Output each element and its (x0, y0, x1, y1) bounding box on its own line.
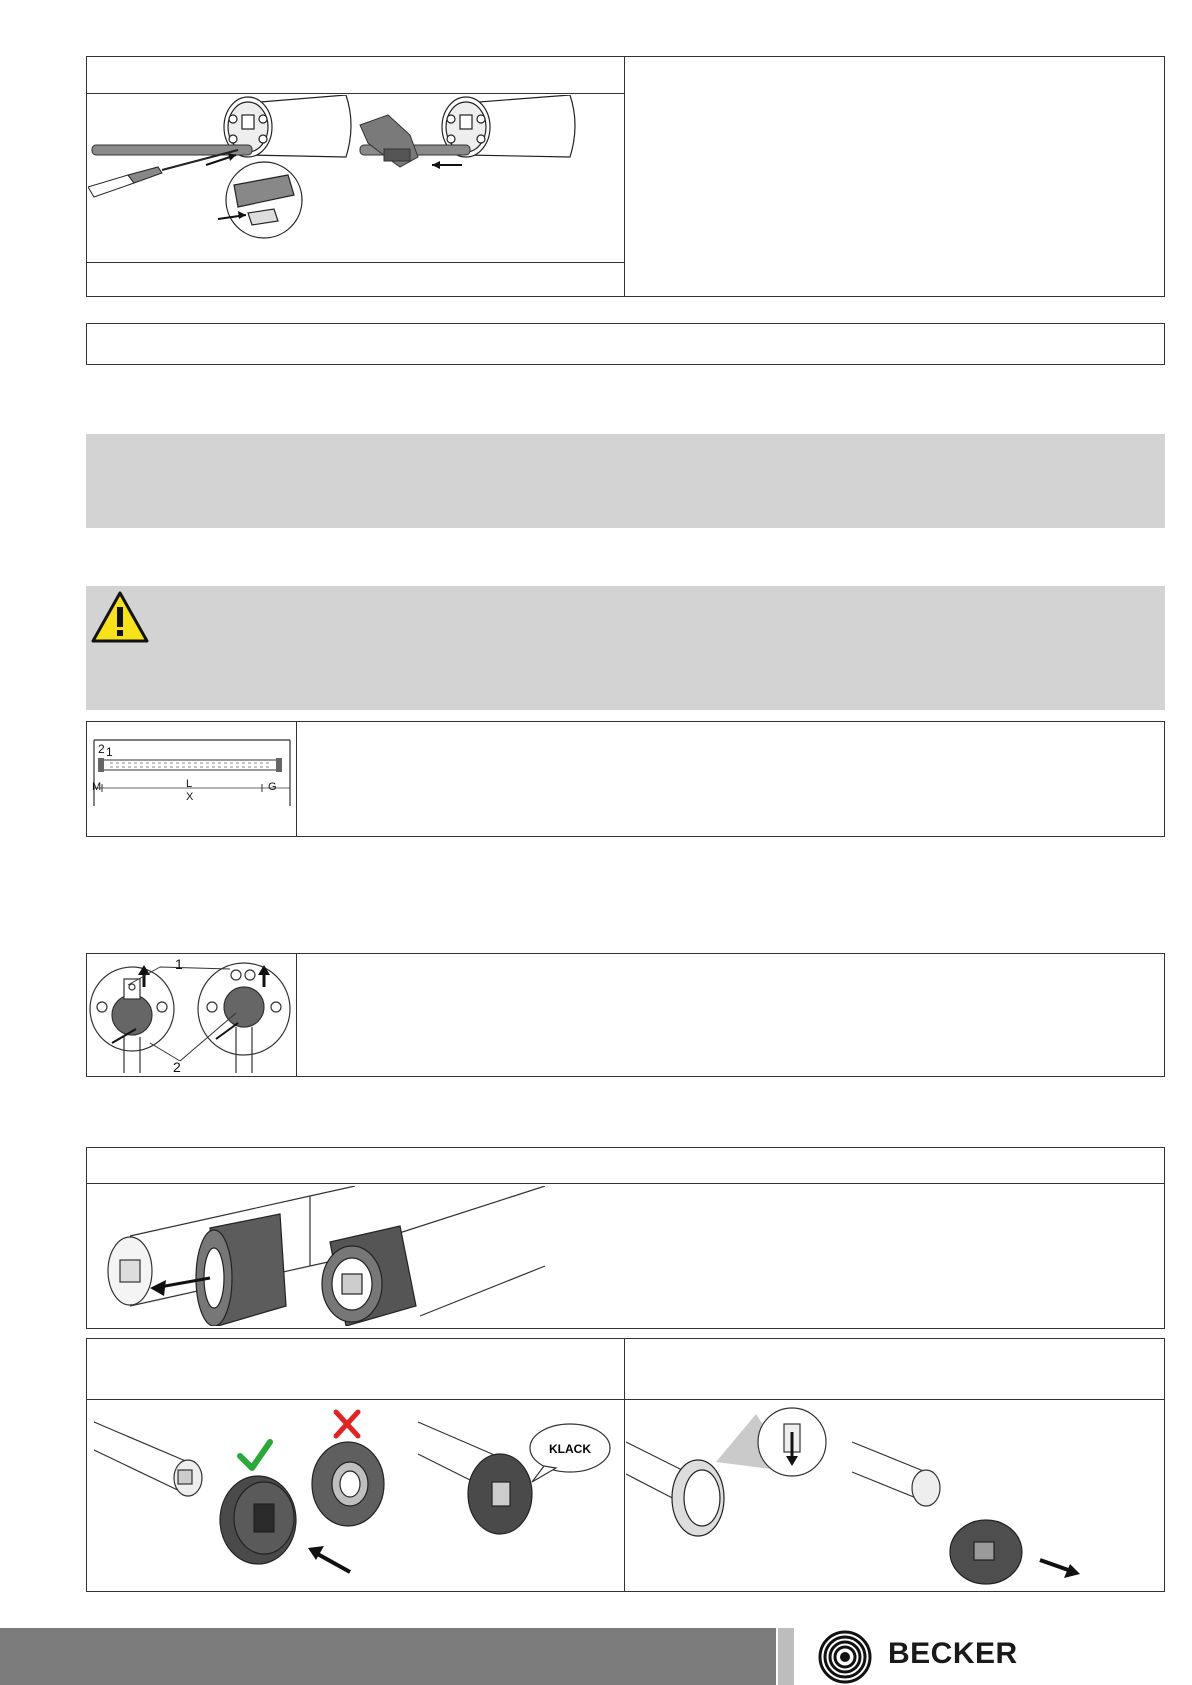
hand-icon (360, 115, 418, 167)
locking-figure (88, 957, 294, 1075)
motor-removal-footer-line (86, 262, 625, 263)
adapter-ring-left (196, 1214, 286, 1326)
label-g: G (268, 781, 277, 793)
adapter-removed (950, 1520, 1022, 1584)
check-icon (240, 1442, 270, 1468)
adapter-correct (220, 1476, 296, 1564)
adapter-steps-header-line (86, 1399, 1165, 1400)
adapter-wrong (312, 1442, 384, 1526)
screwdriver-icon (88, 150, 238, 197)
zoom-detail (226, 162, 302, 238)
label-2: 2 (98, 742, 105, 756)
note-row-box (86, 323, 1165, 365)
tube-removal-2 (852, 1442, 940, 1506)
klack-text: KLACK (549, 1442, 591, 1456)
locking-label-2: 2 (173, 1059, 181, 1075)
adapter-figure (90, 1186, 550, 1326)
label-l: L (186, 778, 193, 790)
adapter-mount-figure (88, 1402, 622, 1590)
adapter-removal-figure (626, 1402, 1162, 1590)
lengths-divider (296, 721, 297, 837)
motor-head-right (198, 963, 290, 1073)
becker-logo-icon (818, 1630, 872, 1684)
tube-mount-1 (94, 1422, 202, 1496)
info-panel (86, 434, 1165, 528)
adapter-release (672, 1460, 724, 1536)
locking-divider (296, 953, 297, 1077)
lengths-figure (90, 726, 294, 808)
motor-removal-header-line (86, 93, 625, 94)
cross-icon (336, 1412, 358, 1436)
adapter-header-line (86, 1183, 1165, 1184)
klack-bubble (530, 1424, 610, 1482)
warning-triangle-icon (90, 590, 150, 644)
adapter-installed (468, 1454, 532, 1534)
brand-name: BECKER (888, 1637, 1018, 1670)
adapter-ring-right (322, 1226, 416, 1326)
arrow-push-icon (314, 1552, 350, 1572)
locking-label-1: 1 (175, 957, 183, 972)
label-x: X (186, 791, 194, 803)
label-1: 1 (106, 745, 113, 759)
motor-removal-figure (88, 95, 623, 261)
footer-separator (778, 1628, 794, 1685)
adapter-steps-divider (624, 1338, 625, 1592)
footer-bar (0, 1628, 776, 1685)
warning-panel (86, 586, 1165, 710)
label-m: M (92, 781, 102, 793)
